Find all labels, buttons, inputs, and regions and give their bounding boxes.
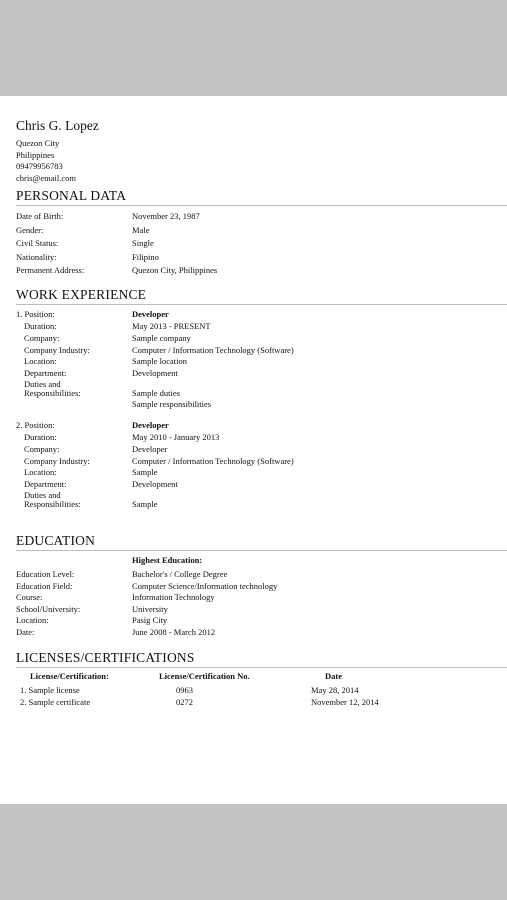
job-department-value: Development xyxy=(132,368,178,378)
job-location-label: Location: xyxy=(24,467,57,477)
civil-status-label: Civil Status: xyxy=(16,238,59,248)
license-date: May 28, 2014 xyxy=(311,685,359,695)
licenses-header-number: License/Certification No. xyxy=(159,671,250,681)
job-location-label: Location: xyxy=(24,356,57,366)
job-duties-label-line2: Responsibilities: xyxy=(24,388,81,398)
job-department-value: Development xyxy=(132,479,178,489)
top-margin xyxy=(0,0,507,96)
education-subheading: Highest Education: xyxy=(132,555,203,565)
education-location-label: Location: xyxy=(16,615,49,625)
job-duties-value: Sample xyxy=(132,499,158,509)
section-title-licenses: LICENSES/CERTIFICATIONS xyxy=(16,650,507,668)
education-field-value: Computer Science/Information technology xyxy=(132,581,278,591)
civil-status-value: Single xyxy=(132,238,154,248)
job-duration-label: Duration: xyxy=(24,432,57,442)
job-industry-label: Company Industry: xyxy=(24,456,90,466)
job-position-value: Developer xyxy=(132,309,169,319)
section-title-work: WORK EXPERIENCE xyxy=(16,287,507,305)
contact-email: chris@email.com xyxy=(16,173,76,183)
gender-label: Gender: xyxy=(16,225,44,235)
education-field-label: Education Field: xyxy=(16,581,73,591)
resume-page xyxy=(0,96,507,804)
job-industry-label: Company Industry: xyxy=(24,345,90,355)
license-name: 1. Sample license xyxy=(20,685,80,695)
contact-country: Philippines xyxy=(16,150,55,160)
job-company-value: Sample company xyxy=(132,333,191,343)
job-duties-label-line1: Duties and xyxy=(24,379,61,389)
job-duties-label-line2: Responsibilities: xyxy=(24,499,81,509)
job-duties-value: Sample duties xyxy=(132,388,180,398)
job-industry-value: Computer / Information Technology (Software) xyxy=(132,456,294,466)
bottom-margin xyxy=(0,804,507,900)
job-duties-label-line1: Duties and xyxy=(24,490,61,500)
license-date: November 12, 2014 xyxy=(311,697,379,707)
job-duration-label: Duration: xyxy=(24,321,57,331)
license-number: 0963 xyxy=(176,685,193,695)
job-location-value: Sample xyxy=(132,467,158,477)
course-label: Course: xyxy=(16,592,43,602)
job-position-label: 2. Position: xyxy=(16,420,55,430)
contact-city: Quezon City xyxy=(16,138,60,148)
contact-phone: 09479956783 xyxy=(16,161,63,171)
school-value: University xyxy=(132,604,168,614)
address-value: Quezon City, Philippines xyxy=(132,265,218,275)
license-name: 2. Sample certificate xyxy=(20,697,91,707)
address-label: Permanent Address: xyxy=(16,265,85,275)
licenses-header-date: Date xyxy=(325,671,342,681)
job-company-label: Company: xyxy=(24,444,60,454)
job-duration-value: May 2010 - January 2013 xyxy=(132,432,220,442)
school-label: School/University: xyxy=(16,604,81,614)
section-title-education: EDUCATION xyxy=(16,533,507,551)
job-position-value: Developer xyxy=(132,420,169,430)
education-level-label: Education Level: xyxy=(16,569,75,579)
job-position-label: 1. Position: xyxy=(16,309,55,319)
job-duration-value: May 2013 - PRESENT xyxy=(132,321,211,331)
education-date-value: June 2008 - March 2012 xyxy=(132,627,216,637)
gender-value: Male xyxy=(132,225,150,235)
nationality-label: Nationality: xyxy=(16,252,57,262)
job-company-label: Company: xyxy=(24,333,60,343)
education-date-label: Date: xyxy=(16,627,35,637)
education-location-value: Pasig City xyxy=(132,615,168,625)
job-department-label: Department: xyxy=(24,368,67,378)
job-department-label: Department: xyxy=(24,479,67,489)
dob-label: Date of Birth: xyxy=(16,211,64,221)
job-industry-value: Computer / Information Technology (Software) xyxy=(132,345,294,355)
dob-value: November 23, 1987 xyxy=(132,211,200,221)
job-location-value: Sample location xyxy=(132,356,188,366)
license-number: 0272 xyxy=(176,697,193,707)
licenses-header-name: License/Certification: xyxy=(30,671,109,681)
section-title-personal: PERSONAL DATA xyxy=(16,188,507,206)
job-responsibilities-value: Sample responsibilities xyxy=(132,399,212,409)
applicant-name: Chris G. Lopez xyxy=(16,118,99,133)
education-level-value: Bachelor's / College Degree xyxy=(132,569,228,579)
job-company-value: Developer xyxy=(132,444,168,454)
course-value: Information Technology xyxy=(132,592,215,602)
nationality-value: Filipino xyxy=(132,252,159,262)
